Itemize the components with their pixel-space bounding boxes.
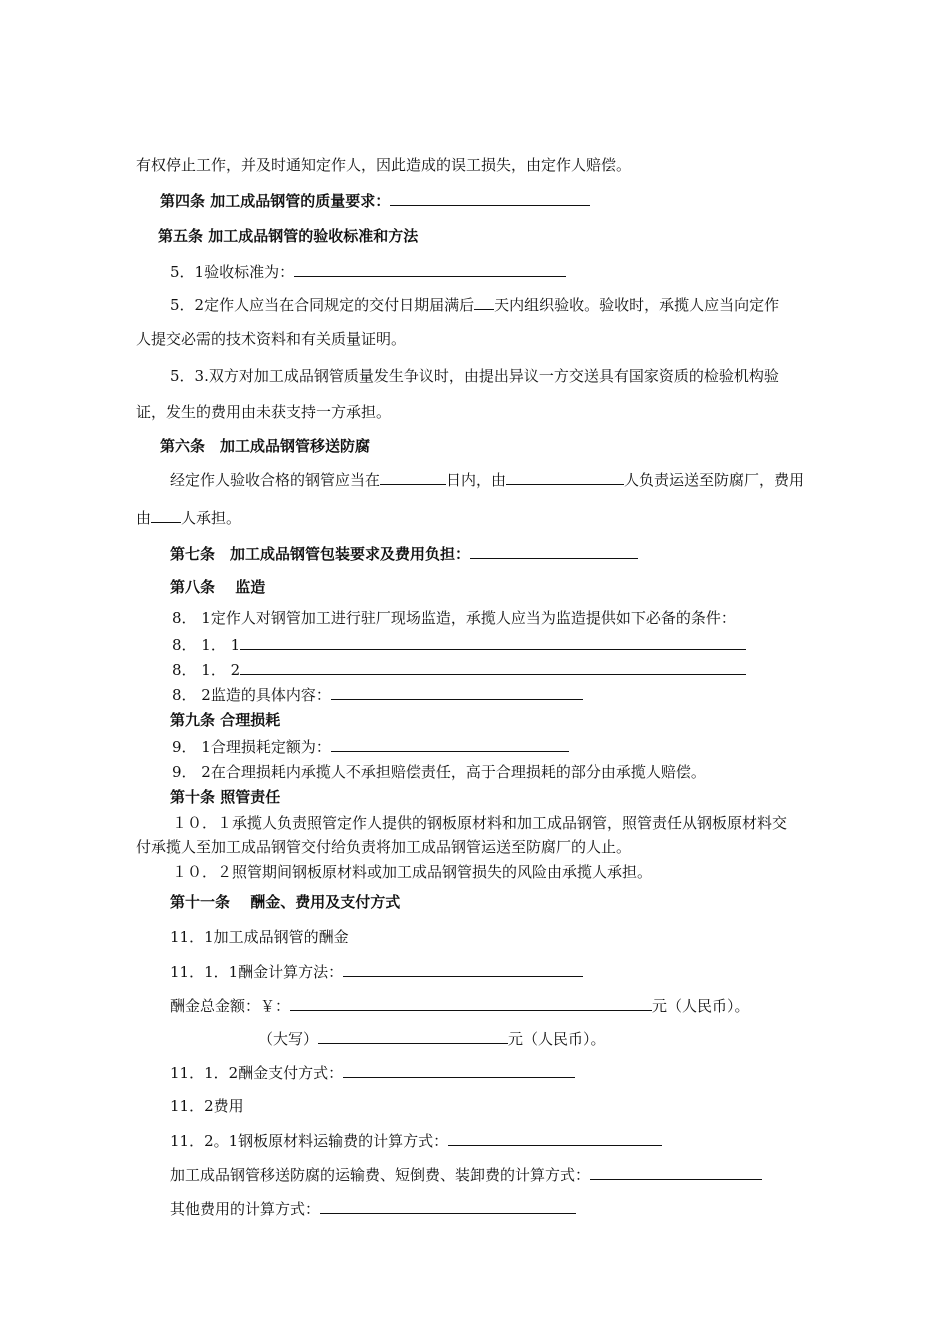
clause-line: １０．２照管期间钢板原材料或加工成品钢管损失的风险由承揽人承担。 (172, 863, 653, 881)
clause-line (170, 261, 566, 282)
clause-text: 人负责运送至防腐厂，费用 (624, 471, 805, 489)
blank-line (240, 659, 746, 675)
blank-line (331, 736, 569, 752)
article-heading: 第十一条 酬金、费用及支付方式 (170, 893, 401, 911)
blank-line (343, 961, 583, 977)
clause-text: 日内，由 (446, 471, 507, 489)
clause-line (170, 995, 750, 1016)
clause-text: 加工成品钢管移送防腐的运输费、短倒费、装卸费的计算方式： (170, 1166, 591, 1184)
clause-text: 11．1．2酬金支付方式： (170, 1064, 344, 1082)
clause-text: 元（人民币）。 (652, 997, 750, 1015)
clause-line: 11．2费用 (170, 1097, 244, 1115)
clause-line (170, 1198, 576, 1219)
article-heading (160, 190, 590, 211)
blank-line (474, 294, 494, 310)
clause-line (172, 634, 746, 655)
clause-text: 5．2定作人应当在合同规定的交付日期届满后 (170, 296, 475, 314)
clause-line: 11．1加工成品钢管的酬金 (170, 928, 349, 946)
clause-text: 酬金总金额：￥： (170, 997, 291, 1015)
clause-text: 元（人民币）。 (508, 1030, 606, 1048)
clause-line (172, 659, 746, 680)
blank-line (390, 190, 590, 206)
clause-text: 11．1．1酬金计算方法： (170, 963, 344, 981)
clause-text: 天内组织验收。验收时，承揽人应当向定作 (494, 296, 780, 314)
clause-line (172, 736, 569, 757)
blank-line (318, 1028, 508, 1044)
clause-line: 9． 2在合理损耗内承揽人不承担赔偿责任，高于合理损耗的部分由承揽人赔偿。 (172, 763, 706, 781)
clause-text: 8． 2监造的具体内容： (172, 686, 331, 704)
clause-line (172, 684, 583, 705)
clause-line: 8． 1定作人对钢管加工进行驻厂现场监造，承揽人应当为监造提供如下必备的条件： (172, 609, 736, 627)
article-heading: 第五条 加工成品钢管的验收标准和方法 (158, 227, 419, 245)
body-text (136, 507, 241, 528)
blank-line (320, 1198, 576, 1214)
article-heading: 第九条 合理损耗 (170, 711, 281, 729)
article-heading: 第八条 监造 (170, 578, 266, 596)
blank-line (290, 995, 652, 1011)
clause-line (170, 1062, 575, 1083)
clause-text: 5．1验收标准为： (170, 263, 295, 281)
heading-text: 第四条 加工成品钢管的质量要求： (160, 192, 391, 210)
clause-text: 8． 1． 1 (172, 636, 241, 654)
blank-line (240, 634, 746, 650)
clause-line (258, 1028, 606, 1049)
body-text: 人提交必需的技术资料和有关质量证明。 (136, 330, 407, 348)
clause-line (170, 469, 804, 490)
clause-line (170, 294, 779, 315)
clause-line: １０．１承揽人负责照管定作人提供的钢板原材料和加工成品钢管，照管责任从钢板原材料交 (172, 814, 788, 832)
clause-text: 8． 1． 2 (172, 661, 241, 679)
blank-line (294, 261, 566, 277)
clause-text: 11．2。1钢板原材料运输费的计算方式： (170, 1132, 449, 1150)
blank-line (331, 684, 583, 700)
clause-line: 5．3.双方对加工成品钢管质量发生争议时，由提出异议一方交送具有国家资质的检验机构验 (170, 367, 779, 385)
blank-line (151, 507, 181, 523)
clause-text: 9． 1合理损耗定额为： (172, 738, 331, 756)
clause-text: （大写） (258, 1030, 319, 1048)
article-heading: 第六条 加工成品钢管移送防腐 (160, 437, 371, 455)
blank-line (470, 543, 638, 559)
blank-line (448, 1130, 662, 1146)
clause-text: 人承担。 (181, 509, 242, 527)
body-text: 有权停止工作，并及时通知定作人，因此造成的误工损失，由定作人赔偿。 (136, 156, 632, 174)
body-text: 付承揽人至加工成品钢管交付给负责将加工成品钢管运送至防腐厂的人止。 (136, 838, 632, 856)
clause-text: 由 (136, 509, 152, 527)
clause-line (170, 1164, 762, 1185)
clause-line (170, 1130, 662, 1151)
body-text: 证，发生的费用由未获支持一方承担。 (136, 403, 392, 421)
article-heading: 第十条 照管责任 (170, 788, 281, 806)
clause-line (170, 961, 583, 982)
blank-line (343, 1062, 575, 1078)
clause-text: 经定作人验收合格的钢管应当在 (170, 471, 381, 489)
clause-text: 其他费用的计算方式： (170, 1200, 321, 1218)
heading-text: 第七条 加工成品钢管包装要求及费用负担： (170, 545, 471, 563)
blank-line (590, 1164, 762, 1180)
article-heading (170, 543, 638, 564)
blank-line (380, 469, 446, 485)
blank-line (506, 469, 624, 485)
